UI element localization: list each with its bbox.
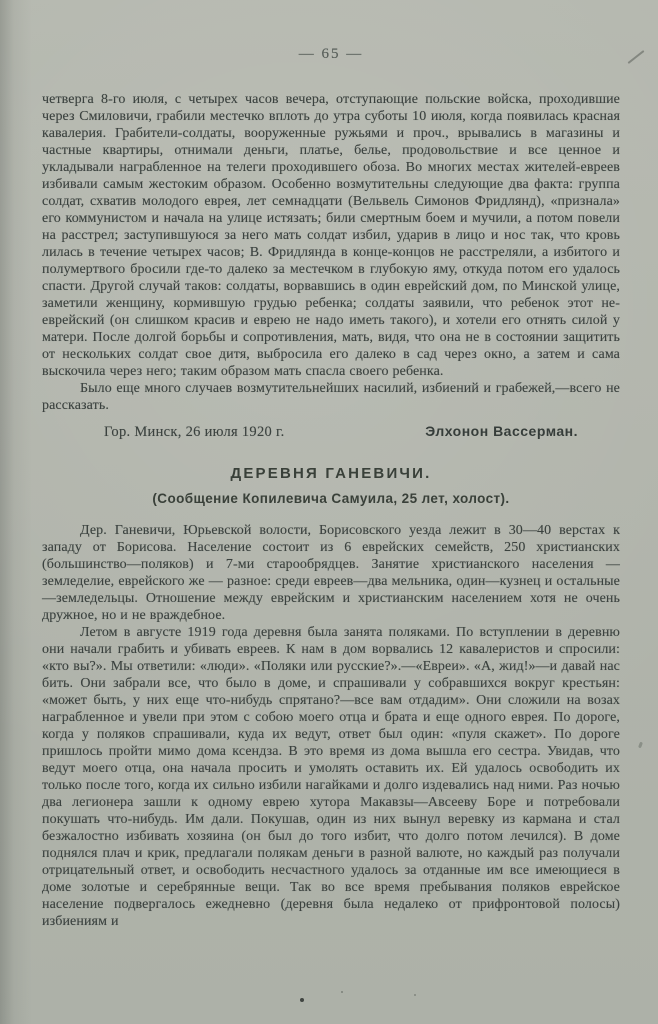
dateline: Гор. Минск, 26 июля 1920 г. [104,424,285,440]
paragraph-minsk-continuation: четверга 8-го июля, с четырех часов вечера, отступающие польские войска, проходившие через Смиловичи, грабили местечко вплоть до утра суботы 10 июля, когда появилась красная кавалерия. Грабители-солдаты, вооруженные ружьями и проч., врывались в магазины и частные квартиры, отнимали деньги, платье, белье, продовольствие и все ценное и укладывали награбленное на телеги проходившего обоза. Во многих местах жителей-евреев избивали самым жестоким образом. Особенно возмутительны следующие два факта: группа солдат, схватив молодого еврея, лет семнадцати (Вельвель Симонов Фридлянд), «признала» его коммунистом и начала на улице истязать; били смертным боем и мучили, а потом повели на расстрел; заступившуюся за него мать солдат избил, ударив в лицо и нос так, что кровь лилась в течение четырех часов; В. Фридлянда в конце-концов не расстреляли, а избитого и полумертвого бросили где-то далеко за местечком в глубокую яму, откуда потом его удалось спасти. Другой случай таков: солдаты, ворвавшись в один еврейский дом, по Минской улице, заметили женщину, кормившую грудью ребенка; солдаты заявили, что ребенок этот не-еврейский (он слишком красив и еврею не надо иметь такого), и хотели его отнять силой у матери. После долгой борьбы и сопротивления, мать, видя, что она не в состоянии защитить от нескольких солдат свое дитя, выбросила его далеко в сад через окно, а затем и сама выскочила через него; таким образом мать спасла своего ребенка. [42,92,620,379]
report-ganevichi-section [42,465,620,930]
section-title: ДЕРЕВНЯ ГАНЕВИЧИ. [230,465,432,482]
ink-speck [300,998,304,1002]
ink-speck [414,994,416,996]
section-subtitle: (Сообщение Копилевича Самуила, 25 лет, холост). [152,491,510,506]
signature-row [42,414,620,441]
paragraph-ganevichi-description: Дер. Ганевичи, Юрьевской волости, Борисовского уезда лежит в 30—40 верстах к западу от Борисова. Население состоит из 6 еврейских семейств, 250 христианских (большинство—поляков) и 7-ми старообрядцев. Занятие христианского населения — земледелие, еврейского же — разное: среди евреев—два мельника, один—кузнец и остальные—земледельцы. Отношение между еврейским и христианским населением хотя не очень дружное, но и не враждебное. [42,523,620,623]
report-minsk-section [42,91,620,441]
scan-edge-mark [638,742,643,749]
ink-speck [341,991,343,993]
paragraph-ganevichi-events: Летом в августе 1919 года деревня была занята поляками. По вступлении в деревню они начали грабить и убивать евреев. К нам в дом ворвались 12 кавалеристов и спросили: «кто вы?». Мы ответили: «люди». «Поляки или русские?».—«Евреи». «А, жид!»—и давай нас бить. Они забрали все, что было в доме, и спрашивали у собравшихся вокруг крестьян: «может быть, у них еще что-нибудь спрятано?—все вам отдадим». Они сложили на возах награбленное и увели при этом с собою моего отца и брата и еще одного еврея. По дороге, когда у поляков спрашивали, куда их ведут, ответ был один: «пуля скажет». По дороге пришлось пройти мимо дома ксендза. В это время из дома вышла его сестра. Увидав, что ведут моего отца, она начала просить и умолять оставить их. Ей удалось освободить их только после того, когда их сильно избили нагайками и долго издевались над ними. Раз ночью два легионера зашли к одному еврею хутора Макавзы—Авсееву Боре и потребовали покушать что-нибудь. Им дали. Покушав, один из них вынул веревку из кармана и стал безжалостно избивать хозяина (он был до того избит, что долго потом лечился). В доме поднялся плач и крик, предлагали полякам деньги в разной валюте, но каждый раз получали отрицательный ответ, и освободить несчастного удалось за отданные им все имеющиеся в доме золотые и серебрянные вещи. Так во все время пребывания поляков еврейское население подвергалось ежедневно (деревня была недалеко от прифронтовой полосы) избиениям и [42,625,620,929]
author-signature: Элхонон Вассерман. [425,423,578,439]
page-number: — 65 — [298,46,364,62]
scan-corner-mark [628,50,645,64]
paragraph-minsk-closing: Было еще много случаев возмутительнейших насилий, избиений и грабежей,—всего не рассказать. [42,381,620,413]
